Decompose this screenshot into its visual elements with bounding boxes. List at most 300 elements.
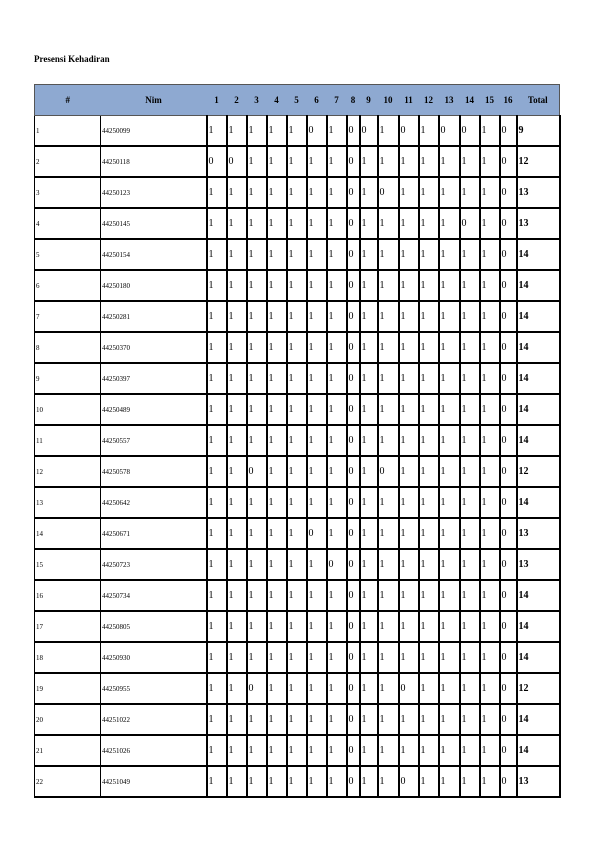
column-header: 12 — [419, 85, 439, 116]
attendance-cell: 0 — [347, 363, 360, 394]
attendance-cell: 1 — [287, 146, 307, 177]
row-number: 12 — [35, 456, 101, 487]
attendance-cell: 1 — [439, 611, 460, 642]
attendance-cell: 1 — [207, 208, 227, 239]
attendance-cell: 1 — [378, 611, 399, 642]
attendance-cell: 1 — [247, 735, 267, 766]
row-number: 13 — [35, 487, 101, 518]
table-row — [35, 766, 560, 797]
attendance-cell: 1 — [399, 270, 419, 301]
attendance-cell: 1 — [460, 270, 480, 301]
attendance-cell: 1 — [207, 611, 227, 642]
attendance-cell: 1 — [378, 549, 399, 580]
attendance-cell: 1 — [287, 704, 307, 735]
attendance-cell: 1 — [247, 301, 267, 332]
attendance-cell: 1 — [439, 332, 460, 363]
attendance-cell: 0 — [247, 673, 267, 704]
attendance-cell: 1 — [207, 735, 227, 766]
attendance-cell: 1 — [307, 239, 327, 270]
attendance-cell: 1 — [360, 394, 378, 425]
attendance-cell: 0 — [347, 425, 360, 456]
attendance-cell: 1 — [360, 146, 378, 177]
total-cell: 14 — [517, 580, 560, 611]
column-header: # — [35, 85, 101, 116]
attendance-cell: 1 — [267, 363, 287, 394]
attendance-cell: 1 — [267, 735, 287, 766]
row-number: 14 — [35, 518, 101, 549]
attendance-cell: 1 — [307, 456, 327, 487]
attendance-cell: 0 — [439, 116, 460, 147]
attendance-cell: 1 — [378, 487, 399, 518]
attendance-cell: 1 — [247, 518, 267, 549]
attendance-cell: 0 — [399, 673, 419, 704]
table-body — [35, 116, 560, 798]
attendance-table — [34, 84, 561, 798]
attendance-cell: 1 — [439, 704, 460, 735]
attendance-cell: 0 — [500, 735, 517, 766]
attendance-cell: 1 — [307, 673, 327, 704]
total-cell: 14 — [517, 394, 560, 425]
attendance-cell: 0 — [347, 704, 360, 735]
attendance-cell: 1 — [480, 301, 500, 332]
attendance-cell: 1 — [327, 456, 347, 487]
attendance-cell: 1 — [307, 704, 327, 735]
attendance-cell: 1 — [399, 301, 419, 332]
attendance-cell: 1 — [267, 704, 287, 735]
total-cell: 13 — [517, 208, 560, 239]
attendance-cell: 0 — [347, 518, 360, 549]
attendance-cell: 0 — [500, 332, 517, 363]
attendance-cell: 0 — [378, 456, 399, 487]
attendance-cell: 0 — [360, 116, 378, 147]
attendance-cell: 1 — [207, 487, 227, 518]
attendance-cell: 1 — [460, 766, 480, 797]
student-nim: 44251022 — [101, 704, 207, 735]
attendance-cell: 0 — [500, 704, 517, 735]
attendance-cell: 1 — [480, 177, 500, 208]
attendance-cell: 1 — [378, 766, 399, 797]
attendance-cell: 1 — [327, 766, 347, 797]
row-number: 16 — [35, 580, 101, 611]
attendance-cell: 1 — [247, 270, 267, 301]
column-header: 5 — [287, 85, 307, 116]
attendance-cell: 1 — [360, 611, 378, 642]
attendance-cell: 0 — [347, 332, 360, 363]
attendance-cell: 0 — [500, 177, 517, 208]
attendance-cell: 1 — [378, 673, 399, 704]
attendance-cell: 0 — [500, 456, 517, 487]
attendance-cell: 1 — [287, 239, 307, 270]
attendance-cell: 1 — [460, 301, 480, 332]
attendance-cell: 1 — [327, 642, 347, 673]
attendance-cell: 1 — [267, 208, 287, 239]
attendance-cell: 1 — [227, 425, 247, 456]
total-cell: 12 — [517, 456, 560, 487]
table-row — [35, 146, 560, 177]
total-cell: 14 — [517, 735, 560, 766]
page-title: Presensi Kehadiran — [34, 54, 110, 64]
attendance-cell: 1 — [227, 177, 247, 208]
attendance-cell: 1 — [480, 487, 500, 518]
attendance-cell: 1 — [419, 735, 439, 766]
attendance-cell: 1 — [307, 580, 327, 611]
attendance-cell: 1 — [227, 208, 247, 239]
column-header: Total — [517, 85, 560, 116]
total-cell: 14 — [517, 301, 560, 332]
total-cell: 13 — [517, 549, 560, 580]
attendance-cell: 0 — [327, 549, 347, 580]
row-number: 20 — [35, 704, 101, 735]
attendance-cell: 1 — [480, 456, 500, 487]
row-number: 8 — [35, 332, 101, 363]
attendance-cell: 1 — [227, 363, 247, 394]
attendance-cell: 1 — [399, 394, 419, 425]
attendance-cell: 1 — [307, 270, 327, 301]
attendance-cell: 1 — [327, 332, 347, 363]
attendance-cell: 1 — [227, 611, 247, 642]
attendance-cell: 1 — [247, 611, 267, 642]
column-header: 11 — [399, 85, 419, 116]
attendance-cell: 1 — [307, 363, 327, 394]
attendance-cell: 1 — [399, 549, 419, 580]
attendance-cell: 1 — [307, 735, 327, 766]
attendance-cell: 1 — [439, 425, 460, 456]
attendance-cell: 0 — [347, 270, 360, 301]
attendance-cell: 1 — [480, 518, 500, 549]
attendance-cell: 1 — [419, 487, 439, 518]
attendance-cell: 1 — [327, 394, 347, 425]
attendance-cell: 1 — [378, 518, 399, 549]
attendance-cell: 1 — [360, 363, 378, 394]
row-number: 19 — [35, 673, 101, 704]
attendance-cell: 1 — [227, 239, 247, 270]
attendance-cell: 1 — [439, 456, 460, 487]
attendance-cell: 1 — [227, 394, 247, 425]
attendance-cell: 0 — [347, 239, 360, 270]
attendance-cell: 1 — [327, 270, 347, 301]
table-row — [35, 301, 560, 332]
column-header: 15 — [480, 85, 500, 116]
attendance-cell: 1 — [207, 642, 227, 673]
attendance-cell: 1 — [267, 301, 287, 332]
attendance-cell: 1 — [360, 642, 378, 673]
attendance-cell: 1 — [307, 208, 327, 239]
attendance-cell: 1 — [419, 363, 439, 394]
attendance-cell: 1 — [378, 735, 399, 766]
attendance-cell: 1 — [419, 394, 439, 425]
total-cell: 9 — [517, 116, 560, 147]
attendance-cell: 1 — [267, 116, 287, 147]
attendance-cell: 1 — [287, 549, 307, 580]
attendance-cell: 1 — [480, 363, 500, 394]
attendance-cell: 1 — [480, 270, 500, 301]
attendance-cell: 1 — [307, 642, 327, 673]
total-cell: 12 — [517, 673, 560, 704]
attendance-cell: 1 — [480, 766, 500, 797]
attendance-cell: 1 — [480, 642, 500, 673]
attendance-cell: 1 — [207, 177, 227, 208]
attendance-cell: 1 — [327, 735, 347, 766]
total-cell: 13 — [517, 177, 560, 208]
attendance-cell: 1 — [207, 518, 227, 549]
attendance-cell: 1 — [287, 270, 307, 301]
attendance-cell: 0 — [500, 642, 517, 673]
attendance-cell: 1 — [460, 611, 480, 642]
attendance-cell: 1 — [378, 239, 399, 270]
attendance-cell: 1 — [378, 580, 399, 611]
attendance-cell: 0 — [378, 177, 399, 208]
attendance-cell: 1 — [419, 704, 439, 735]
attendance-cell: 1 — [460, 642, 480, 673]
attendance-cell: 1 — [439, 673, 460, 704]
student-nim: 44250723 — [101, 549, 207, 580]
attendance-cell: 1 — [399, 146, 419, 177]
attendance-cell: 1 — [419, 611, 439, 642]
attendance-cell: 1 — [307, 425, 327, 456]
attendance-cell: 1 — [419, 456, 439, 487]
attendance-cell: 1 — [207, 704, 227, 735]
attendance-cell: 1 — [439, 208, 460, 239]
attendance-cell: 1 — [378, 301, 399, 332]
row-number: 9 — [35, 363, 101, 394]
attendance-cell: 1 — [360, 270, 378, 301]
attendance-cell: 1 — [227, 301, 247, 332]
attendance-cell: 0 — [500, 394, 517, 425]
attendance-cell: 1 — [360, 735, 378, 766]
student-nim: 44250578 — [101, 456, 207, 487]
attendance-cell: 0 — [347, 456, 360, 487]
attendance-cell: 1 — [419, 580, 439, 611]
column-header: 2 — [227, 85, 247, 116]
row-number: 2 — [35, 146, 101, 177]
attendance-cell: 0 — [500, 363, 517, 394]
attendance-cell: 0 — [500, 301, 517, 332]
attendance-cell: 1 — [307, 146, 327, 177]
attendance-cell: 1 — [267, 177, 287, 208]
attendance-cell: 1 — [419, 549, 439, 580]
attendance-cell: 1 — [267, 673, 287, 704]
row-number: 5 — [35, 239, 101, 270]
attendance-cell: 1 — [439, 363, 460, 394]
attendance-cell: 1 — [227, 580, 247, 611]
attendance-cell: 1 — [360, 580, 378, 611]
attendance-cell: 1 — [360, 704, 378, 735]
attendance-cell: 1 — [267, 642, 287, 673]
attendance-cell: 0 — [500, 673, 517, 704]
student-nim: 44250557 — [101, 425, 207, 456]
attendance-cell: 1 — [227, 673, 247, 704]
attendance-cell: 0 — [500, 270, 517, 301]
attendance-cell: 1 — [267, 332, 287, 363]
attendance-cell: 1 — [287, 766, 307, 797]
attendance-cell: 1 — [419, 301, 439, 332]
attendance-cell: 1 — [267, 270, 287, 301]
attendance-cell: 0 — [347, 735, 360, 766]
attendance-cell: 1 — [439, 518, 460, 549]
attendance-cell: 1 — [267, 456, 287, 487]
attendance-cell: 1 — [267, 766, 287, 797]
attendance-cell: 1 — [480, 394, 500, 425]
attendance-cell: 1 — [307, 301, 327, 332]
attendance-cell: 1 — [227, 549, 247, 580]
attendance-cell: 1 — [227, 518, 247, 549]
attendance-cell: 1 — [460, 456, 480, 487]
attendance-cell: 1 — [399, 580, 419, 611]
attendance-cell: 1 — [327, 116, 347, 147]
attendance-cell: 1 — [419, 208, 439, 239]
attendance-cell: 1 — [360, 177, 378, 208]
attendance-cell: 1 — [460, 425, 480, 456]
attendance-cell: 1 — [207, 301, 227, 332]
student-nim: 44250123 — [101, 177, 207, 208]
student-nim: 44250099 — [101, 116, 207, 147]
attendance-cell: 0 — [347, 301, 360, 332]
attendance-cell: 1 — [399, 425, 419, 456]
attendance-cell: 0 — [500, 611, 517, 642]
attendance-cell: 1 — [399, 456, 419, 487]
table-row — [35, 394, 560, 425]
attendance-cell: 1 — [327, 177, 347, 208]
attendance-cell: 1 — [460, 704, 480, 735]
attendance-cell: 1 — [207, 332, 227, 363]
attendance-cell: 1 — [419, 177, 439, 208]
attendance-cell: 1 — [419, 332, 439, 363]
attendance-cell: 1 — [360, 673, 378, 704]
column-header: Nim — [101, 85, 207, 116]
attendance-cell: 1 — [327, 704, 347, 735]
attendance-cell: 1 — [360, 518, 378, 549]
attendance-cell: 1 — [480, 673, 500, 704]
attendance-cell: 1 — [327, 487, 347, 518]
attendance-cell: 1 — [460, 487, 480, 518]
attendance-cell: 1 — [287, 208, 307, 239]
attendance-cell: 1 — [247, 580, 267, 611]
student-nim: 44250805 — [101, 611, 207, 642]
attendance-cell: 1 — [247, 487, 267, 518]
attendance-cell: 1 — [207, 673, 227, 704]
row-number: 18 — [35, 642, 101, 673]
attendance-cell: 0 — [500, 208, 517, 239]
attendance-cell: 1 — [419, 146, 439, 177]
attendance-cell: 1 — [360, 766, 378, 797]
student-nim: 44250397 — [101, 363, 207, 394]
attendance-cell: 0 — [500, 116, 517, 147]
column-header: 4 — [267, 85, 287, 116]
attendance-cell: 1 — [439, 394, 460, 425]
attendance-cell: 1 — [287, 425, 307, 456]
attendance-cell: 1 — [419, 766, 439, 797]
attendance-cell: 0 — [500, 549, 517, 580]
table-row — [35, 487, 560, 518]
attendance-cell: 1 — [227, 642, 247, 673]
attendance-cell: 0 — [247, 456, 267, 487]
attendance-cell: 1 — [267, 146, 287, 177]
attendance-cell: 1 — [267, 487, 287, 518]
attendance-cell: 1 — [327, 301, 347, 332]
attendance-cell: 0 — [347, 766, 360, 797]
attendance-cell: 1 — [247, 177, 267, 208]
attendance-cell: 1 — [480, 580, 500, 611]
column-header: 10 — [378, 85, 399, 116]
attendance-cell: 1 — [439, 642, 460, 673]
attendance-cell: 1 — [378, 363, 399, 394]
table-row — [35, 425, 560, 456]
column-header: 6 — [307, 85, 327, 116]
attendance-cell: 1 — [247, 116, 267, 147]
attendance-cell: 1 — [207, 394, 227, 425]
table-row — [35, 735, 560, 766]
table-row — [35, 363, 560, 394]
attendance-cell: 1 — [207, 363, 227, 394]
attendance-cell: 1 — [378, 704, 399, 735]
attendance-cell: 1 — [439, 580, 460, 611]
attendance-cell: 1 — [307, 394, 327, 425]
table-row — [35, 704, 560, 735]
attendance-cell: 0 — [307, 116, 327, 147]
attendance-cell: 0 — [347, 580, 360, 611]
attendance-cell: 1 — [378, 394, 399, 425]
attendance-cell: 1 — [419, 239, 439, 270]
attendance-cell: 1 — [207, 425, 227, 456]
attendance-cell: 1 — [287, 518, 307, 549]
attendance-cell: 1 — [378, 425, 399, 456]
attendance-cell: 1 — [287, 580, 307, 611]
student-nim: 44251049 — [101, 766, 207, 797]
attendance-cell: 0 — [347, 208, 360, 239]
attendance-cell: 1 — [267, 580, 287, 611]
table-row — [35, 239, 560, 270]
attendance-cell: 1 — [307, 332, 327, 363]
attendance-cell: 0 — [347, 487, 360, 518]
attendance-cell: 1 — [378, 116, 399, 147]
student-nim: 44250154 — [101, 239, 207, 270]
total-cell: 12 — [517, 146, 560, 177]
attendance-cell: 1 — [247, 208, 267, 239]
attendance-cell: 0 — [347, 146, 360, 177]
attendance-cell: 1 — [419, 116, 439, 147]
attendance-cell: 1 — [327, 580, 347, 611]
attendance-cell: 1 — [360, 487, 378, 518]
attendance-cell: 1 — [327, 611, 347, 642]
attendance-cell: 1 — [247, 332, 267, 363]
student-nim: 44250118 — [101, 146, 207, 177]
row-number: 11 — [35, 425, 101, 456]
attendance-cell: 1 — [399, 704, 419, 735]
attendance-cell: 1 — [247, 425, 267, 456]
attendance-cell: 0 — [347, 549, 360, 580]
attendance-cell: 1 — [419, 673, 439, 704]
column-header: 14 — [460, 85, 480, 116]
attendance-cell: 1 — [419, 518, 439, 549]
attendance-cell: 1 — [247, 704, 267, 735]
attendance-cell: 1 — [287, 735, 307, 766]
student-nim: 44250671 — [101, 518, 207, 549]
attendance-cell: 1 — [327, 518, 347, 549]
student-nim: 44250281 — [101, 301, 207, 332]
total-cell: 14 — [517, 239, 560, 270]
row-number: 3 — [35, 177, 101, 208]
attendance-cell: 1 — [480, 704, 500, 735]
attendance-cell: 0 — [347, 611, 360, 642]
attendance-cell: 1 — [287, 116, 307, 147]
row-number: 4 — [35, 208, 101, 239]
attendance-cell: 1 — [287, 394, 307, 425]
attendance-cell: 1 — [460, 177, 480, 208]
total-cell: 14 — [517, 704, 560, 735]
attendance-cell: 1 — [399, 487, 419, 518]
attendance-cell: 1 — [439, 146, 460, 177]
attendance-cell: 1 — [439, 177, 460, 208]
